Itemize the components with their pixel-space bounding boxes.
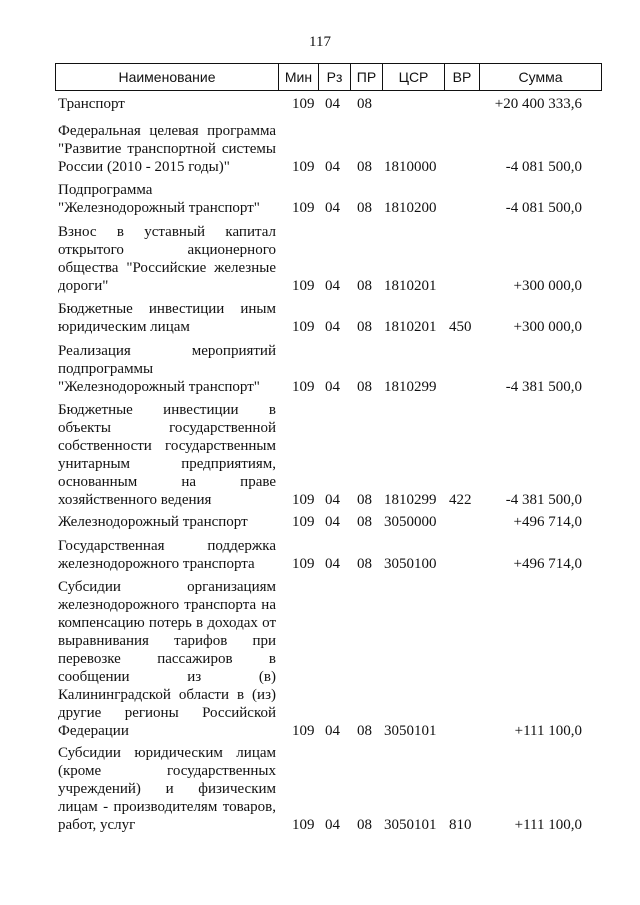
table-row — [0, 401, 640, 509]
page-number: 117 — [309, 34, 331, 50]
row-csr: 1810299 — [384, 492, 437, 508]
row-name: Субсидии организациям железнодорожного транспорта на компенсацию потерь в доходах от выравнивания тарифов при перевозке пассажиров в сообщении из (в) Калининградской области в (из) другие регионы Российской Федерации — [58, 579, 276, 739]
row-pr: 08 — [357, 817, 372, 833]
table-row — [0, 342, 640, 396]
row-name: Бюджетные инвестиции иным юридическим лицам — [58, 301, 276, 335]
row-name: Реализация мероприятий подпрограммы "Железнодорожный транспорт" — [58, 343, 276, 395]
row-rz: 04 — [325, 200, 340, 216]
row-rz: 04 — [325, 159, 340, 175]
table-row — [0, 300, 640, 336]
row-rz: 04 — [325, 319, 340, 335]
row-sum: -4 081 500,0 — [505, 159, 582, 175]
row-csr: 3050000 — [384, 514, 437, 530]
table-header — [55, 63, 602, 91]
row-name: Государственная поддержка железнодорожного транспорта — [58, 538, 276, 572]
row-min: 109 — [292, 200, 315, 216]
row-name: Бюджетные инвестиции в объекты государственной собственности государственным унитарным предприятиям, основанным на праве хозяйственного ведения — [58, 402, 276, 508]
row-name: Подпрограмма "Железнодорожный транспорт" — [58, 182, 260, 216]
row-min: 109 — [292, 556, 315, 572]
row-name: Субсидии юридическим лицам (кроме государственных учреждений) и физическим лицам - производителям товаров, работ, услуг — [58, 745, 276, 833]
row-sum: -4 381 500,0 — [505, 492, 582, 508]
row-min: 109 — [292, 723, 315, 739]
row-csr: 3050101 — [384, 817, 437, 833]
row-pr: 08 — [357, 319, 372, 335]
header-rz: Рз — [319, 64, 351, 90]
row-pr: 08 — [357, 514, 372, 530]
row-csr: 1810299 — [384, 379, 437, 395]
row-sum: +300 000,0 — [513, 278, 582, 294]
row-vr: 450 — [449, 319, 472, 335]
row-min: 109 — [292, 514, 315, 530]
row-csr: 1810000 — [384, 159, 437, 175]
row-pr: 08 — [357, 159, 372, 175]
row-pr: 08 — [357, 723, 372, 739]
row-csr: 3050100 — [384, 556, 437, 572]
row-name: Федеральная целевая программа "Развитие транспортной системы России (2010 - 2015 годы)" — [58, 123, 276, 175]
row-sum: +496 714,0 — [513, 514, 582, 530]
row-min: 109 — [292, 159, 315, 175]
header-name: Наименование — [56, 64, 279, 90]
row-min: 109 — [292, 379, 315, 395]
row-rz: 04 — [325, 379, 340, 395]
row-pr: 08 — [357, 556, 372, 572]
row-pr: 08 — [357, 200, 372, 216]
row-vr: 422 — [449, 492, 472, 508]
row-rz: 04 — [325, 556, 340, 572]
row-csr: 1810200 — [384, 200, 437, 216]
row-csr: 1810201 — [384, 278, 437, 294]
row-min: 109 — [292, 492, 315, 508]
table-row — [0, 537, 640, 573]
row-sum: +111 100,0 — [514, 817, 582, 833]
row-rz: 04 — [325, 514, 340, 530]
row-min: 109 — [292, 96, 315, 112]
row-rz: 04 — [325, 723, 340, 739]
row-csr: 3050101 — [384, 723, 437, 739]
row-sum: -4 081 500,0 — [505, 200, 582, 216]
row-sum: +20 400 333,6 — [494, 96, 582, 112]
row-pr: 08 — [357, 96, 372, 112]
table-row — [0, 181, 640, 217]
table-row — [0, 122, 640, 176]
header-min: Мин — [279, 64, 319, 90]
header-vr: ВР — [445, 64, 480, 90]
row-name: Железнодорожный транспорт — [58, 514, 248, 530]
row-pr: 08 — [357, 379, 372, 395]
row-sum: -4 381 500,0 — [505, 379, 582, 395]
row-name: Взнос в уставный капитал открытого акционерного общества "Российские железные дороги" — [58, 224, 276, 294]
table-row — [0, 223, 640, 295]
header-pr: ПР — [351, 64, 383, 90]
row-min: 109 — [292, 817, 315, 833]
row-sum: +300 000,0 — [513, 319, 582, 335]
row-name: Транспорт — [58, 96, 125, 112]
row-pr: 08 — [357, 278, 372, 294]
row-rz: 04 — [325, 278, 340, 294]
header-sum: Сумма — [518, 69, 563, 85]
row-vr: 810 — [449, 817, 472, 833]
row-csr: 1810201 — [384, 319, 437, 335]
row-sum: +111 100,0 — [514, 723, 582, 739]
row-sum: +496 714,0 — [513, 556, 582, 572]
row-rz: 04 — [325, 96, 340, 112]
row-rz: 04 — [325, 817, 340, 833]
row-min: 109 — [292, 319, 315, 335]
row-min: 109 — [292, 278, 315, 294]
header-csr: ЦСР — [383, 64, 445, 90]
row-pr: 08 — [357, 492, 372, 508]
table-row — [0, 578, 640, 740]
table-row — [0, 744, 640, 834]
row-rz: 04 — [325, 492, 340, 508]
